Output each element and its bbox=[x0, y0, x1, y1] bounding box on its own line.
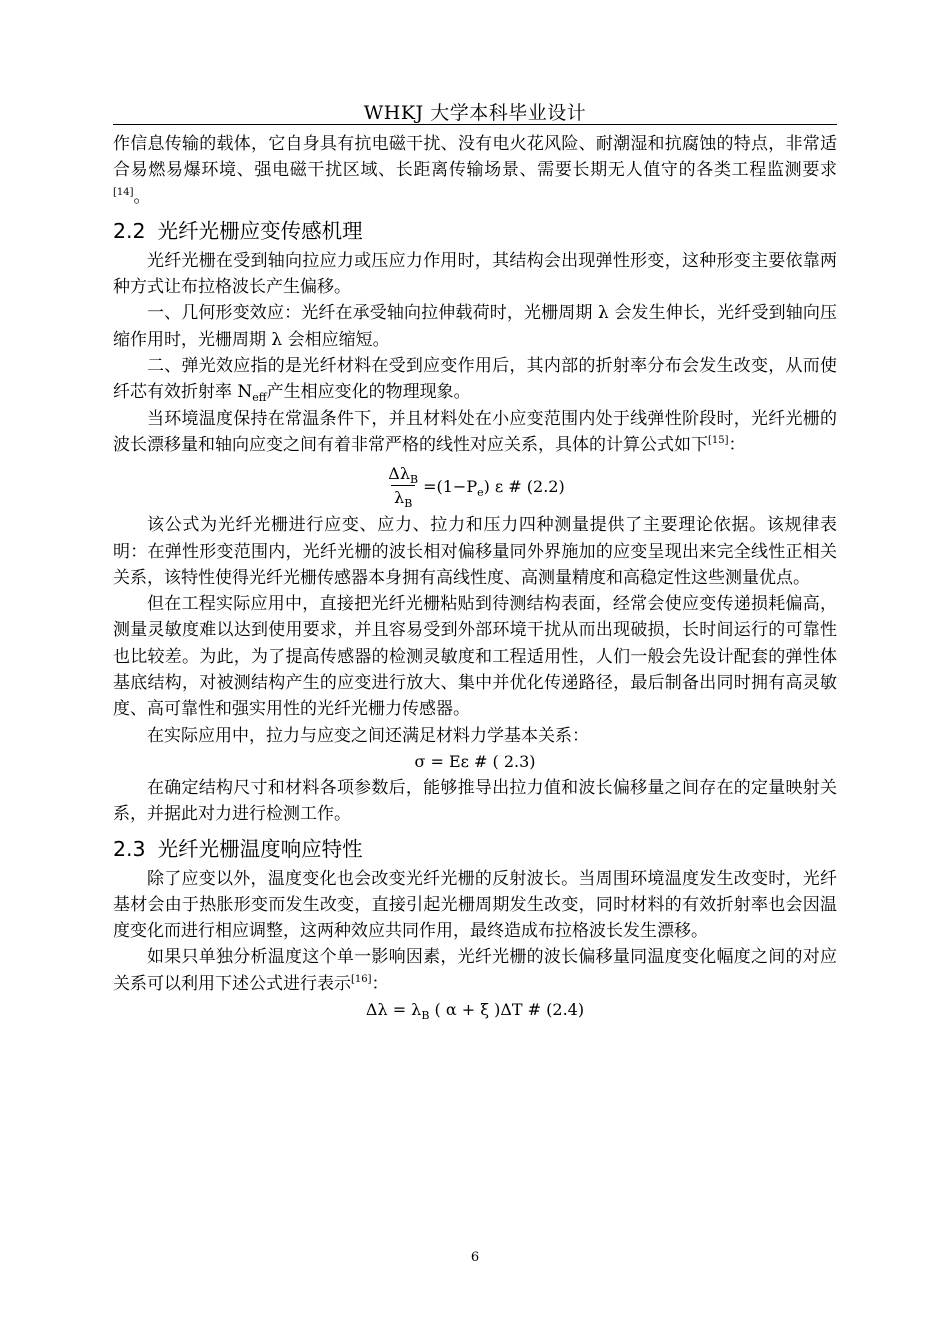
subscript: B bbox=[409, 473, 419, 487]
paragraph-text: 当环境温度保持在常温条件下，并且材料处在小应变范围内处于线弹性阶段时，光纤光栅的波长漂移量和轴向应变之间有着非常严格的线性对应关系，具体的计算公式如下 bbox=[113, 408, 837, 455]
citation: [16] bbox=[351, 973, 372, 985]
punctuation: ： bbox=[728, 434, 746, 455]
section-number: 2.3 bbox=[113, 836, 146, 861]
formula-text: Δλ bbox=[388, 464, 410, 484]
paragraph bbox=[113, 353, 837, 406]
paragraph: 但在工程实际应用中，直接把光纤光栅粘贴到待测结构表面，经常会使应变传递损耗偏高，测量灵敏度难以达到使用要求，并且容易受到外部环境干扰从而出现破损，长时间运行的可靠性也比较差。为此，为了提高传感器的检测灵敏度和工程适用性，人们一般会先设计配套的弹性体基底结构，对被测结构产生的应变进行放大、集中并优化传递路径，最后制备出同时拥有高灵敏度、高可靠性和强实用性的光纤光栅力传感器。 bbox=[113, 594, 837, 720]
subscript: B bbox=[421, 1009, 430, 1023]
formula-text: ( α + ξ )ΔT # (2.4) bbox=[429, 1000, 585, 1020]
paragraph: 在确定结构尺寸和材料各项参数后，能够推导出拉力值和波长偏移量之间存在的定量映射关系，并据此对力进行检测工作。 bbox=[113, 777, 837, 825]
citation: [14] bbox=[113, 186, 134, 198]
formula-2-3: σ = Eε # ( 2.3) bbox=[414, 751, 536, 771]
section-title: 光纤光栅应变传感机理 bbox=[157, 218, 363, 243]
paragraph-text: 如果只单独分析温度这个单一影响因素，光纤光栅的波长偏移量同温度变化幅度之间的对应关系可以利用下述公式进行表示 bbox=[113, 947, 837, 994]
fraction-numerator bbox=[385, 464, 421, 485]
subscript: B bbox=[404, 497, 413, 511]
header-divider bbox=[113, 124, 837, 125]
section-heading-2-2 bbox=[113, 216, 837, 246]
section-number: 2.2 bbox=[113, 218, 146, 243]
formula-text: =(1−P bbox=[423, 476, 478, 496]
paragraph: 一、几何形变效应：光纤在承受轴向拉伸载荷时，光栅周期 λ 会发生伸长，光纤受到轴向压缩作用时，光栅周期 λ 会相应缩短。 bbox=[113, 303, 837, 350]
paragraph: 该公式为光纤光栅进行应变、应力、拉力和压力四种测量提供了主要理论依据。该规律表明：在弹性形变范围内，光纤光栅的波长相对偏移量同外界施加的应变呈现出来完全线性正相关关系，该特性使得光纤光栅传感器本身拥有高线性度、高测量精度和高稳定性这些测量优点。 bbox=[113, 515, 837, 588]
formula-text: ) ε # (2.2) bbox=[483, 476, 565, 496]
paragraph bbox=[113, 406, 837, 459]
paragraph-text: 产生相应变化的物理现象。 bbox=[266, 382, 471, 403]
punctuation: ： bbox=[371, 973, 389, 994]
citation: [15] bbox=[708, 434, 729, 446]
paragraph-text: 作信息传输的载体，它自身具有抗电磁干扰、没有电火花风险、耐潮湿和抗腐蚀的特点，非常适合易燃易爆环境、强电磁干扰区域、长距离传输场景、需要长期无人值守的各类工程监测要求 bbox=[113, 134, 837, 181]
paragraph-text: 二、弹光效应指的是光纤材料在受到应变作用后，其内部的折射率分布会发生改变，从而使纤芯有效折射率 N bbox=[113, 356, 837, 403]
page-number: 6 bbox=[470, 1250, 480, 1265]
fraction bbox=[385, 464, 421, 511]
punctuation: 。 bbox=[133, 186, 151, 207]
formula-rhs bbox=[423, 476, 565, 499]
fraction-denominator bbox=[391, 485, 415, 511]
formula-2-2 bbox=[113, 464, 837, 511]
document-body bbox=[113, 131, 837, 1023]
formula-text: Δλ = λ bbox=[365, 1000, 422, 1020]
section-title: 光纤光栅温度响应特性 bbox=[157, 836, 363, 861]
page-header: WHKJ 大学本科毕业设计 bbox=[363, 102, 587, 124]
subscript: eff bbox=[252, 391, 267, 405]
paragraph-intro bbox=[113, 131, 837, 210]
section-heading-2-3 bbox=[113, 834, 837, 864]
paragraph: 光纤光栅在受到轴向拉应力或压应力作用时，其结构会出现弹性形变，这种形变主要依靠两种方式让布拉格波长产生偏移。 bbox=[113, 250, 837, 298]
subscript: e bbox=[477, 485, 484, 499]
paragraph bbox=[113, 944, 837, 997]
formula-2-4 bbox=[113, 997, 837, 1023]
paragraph: 在实际应用中，拉力与应变之间还满足材料力学基本关系： bbox=[147, 725, 589, 746]
formula-text: λ bbox=[394, 488, 405, 508]
paragraph: 除了应变以外，温度变化也会改变光纤光栅的反射波长。当周围环境温度发生改变时，光纤基材会由于热胀形变而发生改变，直接引起光栅周期发生改变，同时材料的有效折射率也会因温度变化而进行相应调整，这两种效应共同作用，最终造成布拉格波长发生漂移。 bbox=[113, 868, 837, 942]
